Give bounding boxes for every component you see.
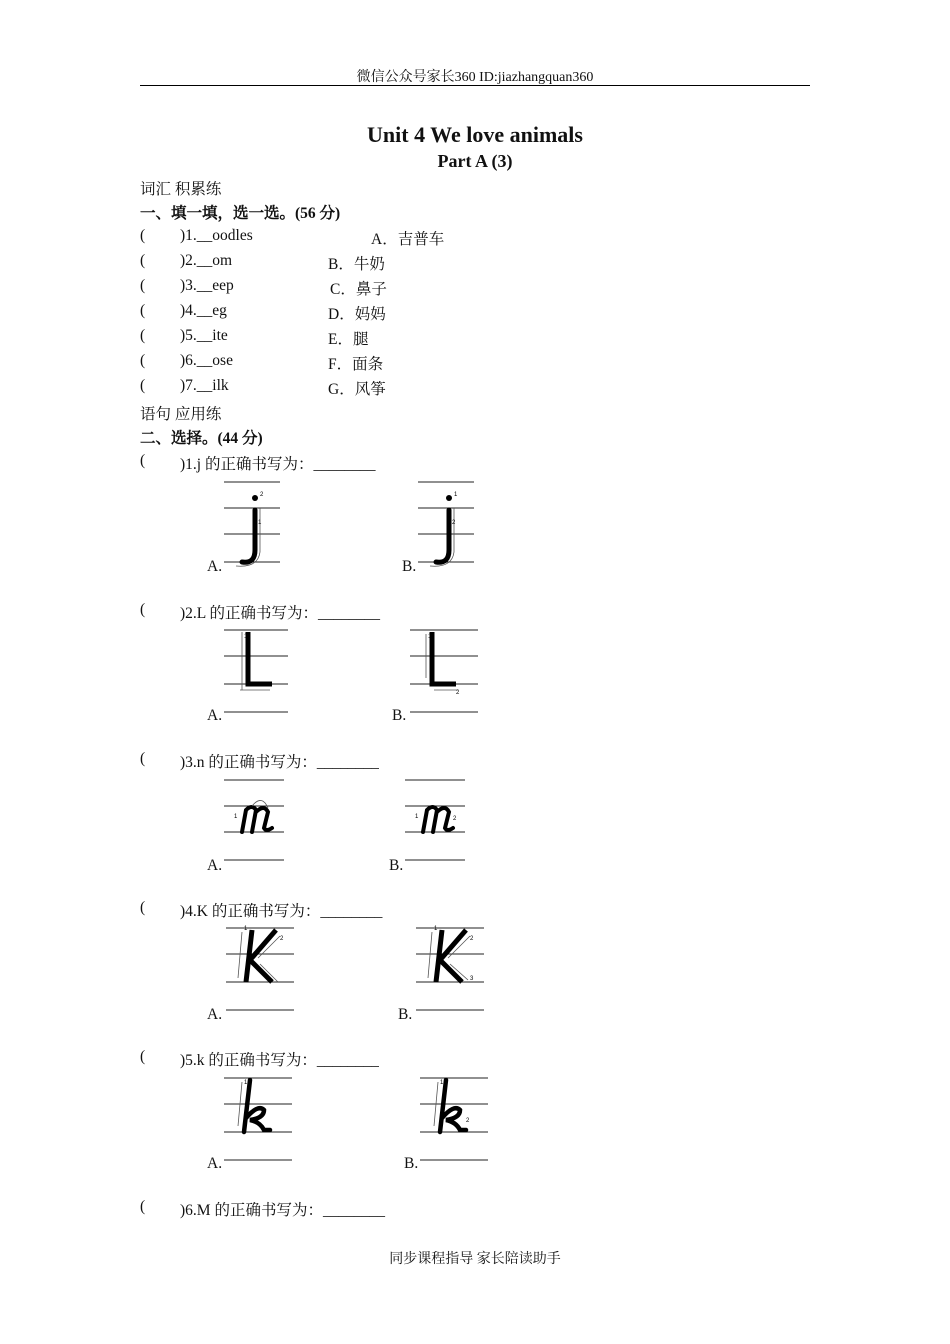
svg-text:1: 1 bbox=[258, 520, 262, 526]
item-7-option: G．风筝 bbox=[328, 381, 386, 398]
q4-option-b-image bbox=[414, 922, 486, 1014]
q3-option-a-label[interactable]: A. bbox=[207, 857, 223, 874]
svg-text:2: 2 bbox=[466, 1118, 470, 1124]
svg-text:1: 1 bbox=[244, 1080, 248, 1086]
q5-option-b-image bbox=[418, 1074, 490, 1164]
q1-paren[interactable]: ( bbox=[140, 452, 146, 469]
item-4-paren[interactable]: ( bbox=[140, 302, 146, 319]
item-3-paren[interactable]: ( bbox=[140, 277, 146, 294]
item-2-word: )2.__om bbox=[180, 252, 233, 269]
q5-option-a-image bbox=[222, 1074, 294, 1164]
item-3-option: C．鼻子 bbox=[330, 281, 387, 298]
svg-text:1: 1 bbox=[244, 634, 248, 640]
q2-text: )2.L 的正确书写为：________ bbox=[180, 605, 381, 622]
q4-text: )4.K 的正确书写为：________ bbox=[180, 903, 383, 920]
item-6-option: F．面条 bbox=[328, 356, 384, 373]
q2-option-a-image bbox=[222, 626, 290, 716]
item-7-word: )7.__ilk bbox=[180, 377, 229, 394]
q3-option-a-image bbox=[222, 776, 286, 866]
section2-category: 语句 应用练 bbox=[140, 406, 222, 423]
svg-text:1: 1 bbox=[234, 814, 238, 820]
q5-text: )5.k 的正确书写为：________ bbox=[180, 1052, 379, 1069]
q3-option-b-label[interactable]: B. bbox=[389, 857, 404, 874]
svg-text:2: 2 bbox=[452, 520, 456, 526]
q3-paren[interactable]: ( bbox=[140, 750, 146, 767]
q1-option-a-image bbox=[222, 478, 282, 570]
q4-option-b-label[interactable]: B. bbox=[398, 1006, 413, 1023]
q3-option-b-image bbox=[403, 776, 467, 866]
item-2-paren[interactable]: ( bbox=[140, 252, 146, 269]
item-3-word: )3.__eep bbox=[180, 277, 234, 294]
svg-text:1: 1 bbox=[244, 926, 248, 932]
header-rule bbox=[140, 85, 810, 86]
svg-text:2: 2 bbox=[260, 492, 264, 498]
q4-option-a-image bbox=[224, 922, 296, 1014]
q2-option-b-image bbox=[408, 626, 480, 716]
section1-category: 词汇 积累练 bbox=[140, 181, 222, 198]
q1-option-b-image bbox=[416, 478, 476, 570]
svg-text:1: 1 bbox=[440, 1080, 444, 1086]
item-1-paren[interactable]: ( bbox=[140, 227, 146, 244]
item-5-option: E．腿 bbox=[328, 331, 369, 348]
q2-option-b-label[interactable]: B. bbox=[392, 707, 407, 724]
item-2-option: B．牛奶 bbox=[328, 256, 385, 273]
q6-text: )6.M 的正确书写为：________ bbox=[180, 1202, 385, 1219]
page-footer: 同步课程指导 家长陪读助手 bbox=[389, 1252, 561, 1267]
svg-text:2: 2 bbox=[470, 936, 474, 942]
item-5-word: )5.__ite bbox=[180, 327, 228, 344]
q6-paren[interactable]: ( bbox=[140, 1198, 146, 1215]
q5-option-b-label[interactable]: B. bbox=[404, 1155, 419, 1172]
q2-paren[interactable]: ( bbox=[140, 601, 146, 618]
item-5-paren[interactable]: ( bbox=[140, 327, 146, 344]
item-4-word: )4.__eg bbox=[180, 302, 227, 319]
item-6-paren[interactable]: ( bbox=[140, 352, 146, 369]
q4-option-a-label[interactable]: A. bbox=[207, 1006, 223, 1023]
page-subtitle: Part A (3) bbox=[437, 151, 513, 171]
svg-text:1: 1 bbox=[454, 492, 458, 498]
q1-text: )1.j 的正确书写为：________ bbox=[180, 456, 376, 473]
q1-option-a-label[interactable]: A. bbox=[207, 558, 223, 575]
item-1-option: A．吉普车 bbox=[371, 231, 445, 248]
svg-text:2: 2 bbox=[456, 690, 460, 696]
item-7-paren[interactable]: ( bbox=[140, 377, 146, 394]
q5-paren[interactable]: ( bbox=[140, 1048, 146, 1065]
svg-text:2: 2 bbox=[453, 816, 457, 822]
svg-text:2: 2 bbox=[280, 936, 284, 942]
section1-heading: 一、填一填，选一选。(56 分) bbox=[140, 205, 341, 222]
item-6-word: )6.__ose bbox=[180, 352, 233, 369]
q4-paren[interactable]: ( bbox=[140, 899, 146, 916]
svg-text:3: 3 bbox=[470, 976, 474, 982]
item-1-word: )1.__oodles bbox=[180, 227, 253, 244]
item-4-option: D．妈妈 bbox=[328, 306, 386, 323]
page-header: 微信公众号家长360 ID:jiazhangquan360 bbox=[356, 70, 594, 85]
q5-option-a-label[interactable]: A. bbox=[207, 1155, 223, 1172]
q3-text: )3.n 的正确书写为：________ bbox=[180, 754, 379, 771]
svg-text:1: 1 bbox=[415, 814, 419, 820]
q1-option-b-label[interactable]: B. bbox=[402, 558, 417, 575]
svg-text:1: 1 bbox=[434, 926, 438, 932]
section2-heading: 二、选择。(44 分) bbox=[140, 430, 263, 447]
q2-option-a-label[interactable]: A. bbox=[207, 707, 223, 724]
page-title: Unit 4 We love animals bbox=[367, 122, 583, 147]
svg-text:1: 1 bbox=[428, 634, 432, 640]
